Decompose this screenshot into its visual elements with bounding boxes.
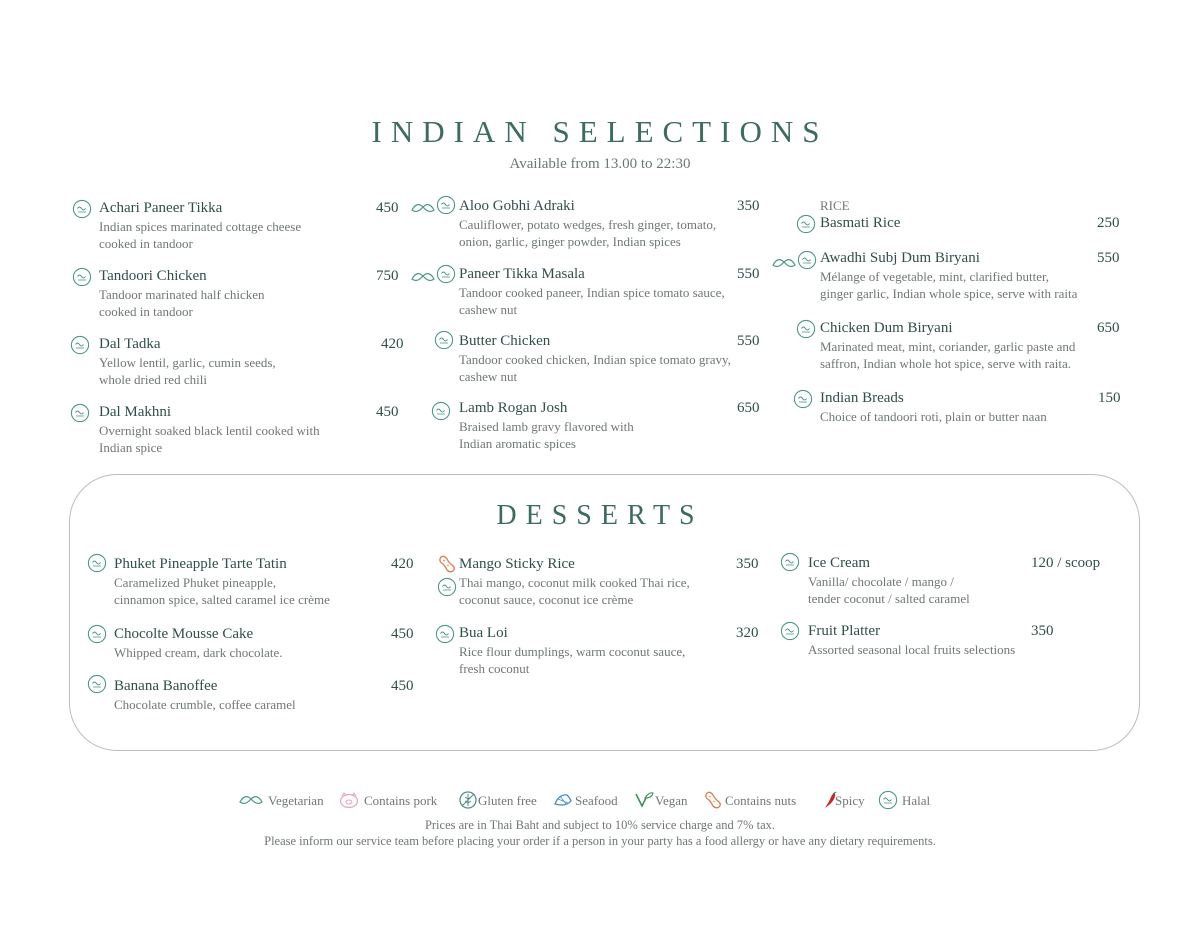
item-description: Assorted seasonal local fruits selections — [808, 642, 1016, 657]
item-description: saffron, Indian whole hot spice, serve with raita. — [820, 356, 1072, 371]
menu-item — [820, 215, 900, 232]
item-name: Dal Tadka — [99, 336, 161, 352]
item-price: 750 — [376, 268, 399, 284]
halal-icon — [780, 621, 800, 641]
item-description: Choice of tandoori roti, plain or butter naan — [820, 409, 1047, 424]
vegetarian-icon — [238, 790, 264, 810]
menu-item — [114, 626, 283, 661]
item-description: Whipped cream, dark chocolate. — [114, 645, 283, 660]
halal-icon — [431, 401, 451, 421]
menu-item — [99, 404, 320, 456]
item-description: cooked in tandoor — [99, 304, 193, 319]
dietary-legend — [0, 790, 1200, 814]
menu-item — [820, 250, 1077, 302]
item-name: Indian Breads — [820, 390, 904, 406]
item-price: 350 — [736, 556, 759, 572]
item-description: Rice flour dumplings, warm coconut sauce, — [459, 644, 686, 659]
item-name: Aloo Gobhi Adraki — [459, 198, 575, 214]
item-description: Mélange of vegetable, mint, clarified butter, — [820, 269, 1050, 284]
availability-subtitle: Available from 13.00 to 22:30 — [509, 156, 691, 172]
desserts-title: DESSERTS — [496, 500, 704, 531]
item-description: Vanilla/ chocolate / mango / — [808, 574, 954, 589]
item-description: Caramelized Phuket pineapple, — [114, 575, 277, 590]
item-name: Chicken Dum Biryani — [820, 320, 953, 336]
legend-label: Seafood — [575, 793, 618, 808]
menu-item — [459, 400, 634, 452]
item-name: Awadhi Subj Dum Biryani — [820, 250, 980, 266]
item-price: 450 — [376, 200, 399, 216]
item-price: 550 — [737, 333, 760, 349]
halal-icon — [793, 389, 813, 409]
menu-item — [459, 625, 685, 677]
item-name: Paneer Tikka Masala — [459, 266, 585, 282]
vegetarian-icon — [771, 253, 791, 273]
menu-item — [99, 336, 276, 388]
item-description: Indian aromatic spices — [459, 436, 576, 451]
item-description: whole dried red chili — [99, 372, 207, 387]
item-name: Mango Sticky Rice — [459, 556, 575, 572]
nuts-icon — [436, 554, 456, 574]
halal-icon — [434, 330, 454, 350]
item-name: Tandoori Chicken — [99, 268, 207, 284]
menu-item — [99, 268, 265, 320]
halal-icon — [796, 319, 816, 339]
item-name: Butter Chicken — [459, 333, 551, 349]
item-price: 550 — [1097, 250, 1120, 266]
item-name: Lamb Rogan Josh — [459, 400, 568, 416]
menu-item — [459, 198, 716, 250]
menu-item — [99, 200, 301, 252]
item-price: 450 — [376, 404, 399, 420]
legend-label: Gluten free — [478, 793, 537, 808]
legend-label: Vegan — [655, 793, 688, 808]
halal-icon — [797, 250, 817, 270]
item-description: coconut sauce, coconut ice crème — [459, 592, 634, 607]
menu-item — [459, 333, 731, 385]
legend-label: Contains nuts — [725, 793, 797, 808]
item-price: 450 — [391, 678, 414, 694]
item-name: Banana Banoffee — [114, 678, 218, 694]
page-title: INDIAN SELECTIONS — [371, 114, 829, 149]
item-description: Tandoor cooked paneer, Indian spice tomato sauce, — [459, 285, 725, 300]
halal-icon — [87, 674, 107, 694]
item-description: cashew nut — [459, 302, 518, 317]
item-price: 420 — [381, 336, 404, 352]
halal-icon — [796, 214, 816, 234]
item-description: Indian spices marinated cottage cheese — [99, 219, 302, 234]
menu-item — [459, 556, 690, 608]
halal-icon — [87, 553, 107, 573]
item-description: Braised lamb gravy flavored with — [459, 419, 634, 434]
menu-item — [820, 320, 1075, 372]
item-name: Dal Makhni — [99, 404, 172, 420]
item-description: fresh coconut — [459, 661, 530, 676]
halal-icon — [435, 624, 455, 644]
item-name: Ice Cream — [808, 555, 871, 571]
rice-category-label: RICE — [820, 198, 850, 213]
item-price: 650 — [1097, 320, 1120, 336]
price-note: Prices are in Thai Baht and subject to 10% service charge and 7% tax. — [424, 818, 776, 832]
item-description: onion, garlic, ginger powder, Indian spices — [459, 234, 681, 249]
legend-label: Spicy — [835, 793, 865, 808]
vegetarian-icon — [410, 198, 430, 218]
item-price: 650 — [737, 400, 760, 416]
item-description: cooked in tandoor — [99, 236, 193, 251]
item-price: 450 — [391, 626, 414, 642]
halal-icon — [72, 199, 92, 219]
item-price: 350 — [737, 198, 760, 214]
item-description: Overnight soaked black lentil cooked with — [99, 423, 320, 438]
vegetarian-icon — [410, 267, 430, 287]
menu-item — [808, 555, 970, 607]
item-name: Phuket Pineapple Tarte Tatin — [114, 556, 287, 572]
halal-icon — [437, 577, 457, 597]
item-description: cinnamon spice, salted caramel ice crème — [114, 592, 330, 607]
item-description: cashew nut — [459, 369, 518, 384]
item-description: Cauliflower, potato wedges, fresh ginger, tomato, — [459, 217, 717, 232]
item-price: 350 — [1031, 623, 1054, 639]
item-description: Indian spice — [99, 440, 163, 455]
item-name: Chocolte Mousse Cake — [114, 626, 254, 642]
legend-label: Vegetarian — [268, 793, 324, 808]
item-price: 250 — [1097, 215, 1120, 231]
item-description: Chocolate crumble, coffee caramel — [114, 697, 296, 712]
halal-icon — [436, 264, 456, 284]
halal-icon — [72, 267, 92, 287]
menu-item — [114, 556, 330, 608]
halal-icon — [436, 195, 456, 215]
legend-label: Halal — [902, 793, 931, 808]
item-name: Fruit Platter — [808, 623, 881, 639]
menu-item — [114, 678, 296, 713]
item-price: 320 — [736, 625, 759, 641]
menu-item — [808, 623, 1015, 658]
item-description: Yellow lentil, garlic, cumin seeds, — [99, 355, 276, 370]
menu-item — [820, 390, 1047, 425]
item-price: 550 — [737, 266, 760, 282]
item-name: Bua Loi — [459, 625, 508, 641]
menu-item — [459, 266, 725, 318]
item-description: ginger garlic, Indian whole spice, serve with raita — [820, 286, 1078, 301]
halal-icon — [780, 552, 800, 572]
item-description: Thai mango, coconut milk cooked Thai rice, — [459, 575, 690, 590]
halal-icon — [87, 624, 107, 644]
pork-icon — [338, 790, 364, 810]
item-price: 150 — [1098, 390, 1121, 406]
item-name: Basmati Rice — [820, 215, 901, 231]
item-description: tender coconut / salted caramel — [808, 591, 970, 606]
halal-icon — [878, 790, 898, 810]
gluten-free-icon — [458, 790, 478, 810]
item-name: Achari Paneer Tikka — [99, 200, 223, 216]
item-description: Marinated meat, mint, coriander, garlic paste and — [820, 339, 1076, 354]
legend-label: Contains pork — [364, 793, 438, 808]
halal-icon — [70, 403, 90, 423]
allergy-note: Please inform our service team before placing your order if a person in your party has a food allergy or have any dietary requirements. — [264, 834, 936, 848]
item-price: 420 — [391, 556, 414, 572]
item-price: 120 / scoop — [1031, 555, 1101, 571]
item-description: Tandoor marinated half chicken — [99, 287, 265, 302]
item-description: Tandoor cooked chicken, Indian spice tomato gravy, — [459, 352, 731, 367]
halal-icon — [70, 335, 90, 355]
